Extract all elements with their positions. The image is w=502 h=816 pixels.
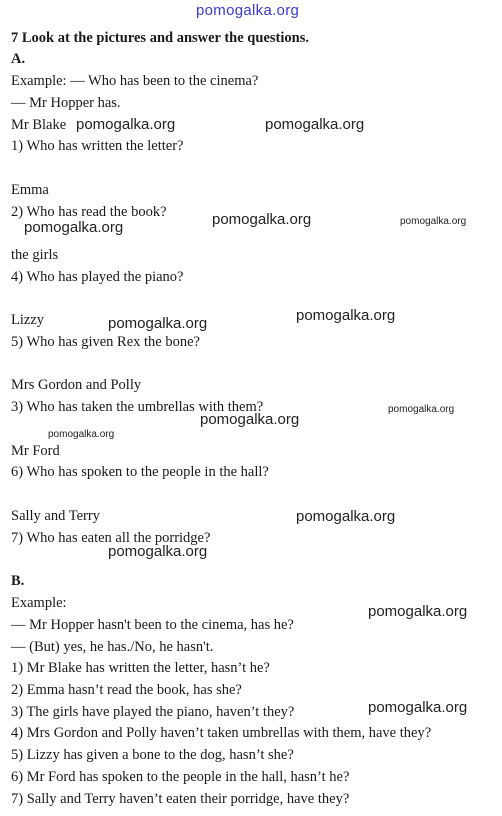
watermark: pomogalka.org: [200, 411, 300, 428]
item-question: 3) Who has taken the umbrellas with them?: [11, 399, 264, 415]
exercise-heading: 7 Look at the pictures and answer the questions.: [11, 30, 309, 46]
watermark: pomogalka.org: [368, 603, 468, 620]
answer-line: 2) Emma hasn’t read the book, has she?: [11, 682, 242, 698]
item-question: 5) Who has given Rex the bone?: [11, 334, 200, 350]
answer-line: 4) Mrs Gordon and Polly haven’t taken umbrellas with them, have they?: [11, 725, 432, 741]
watermark: pomogalka.org: [296, 508, 396, 525]
section-b-example-question: — Mr Hopper hasn't been to the cinema, has he?: [11, 617, 294, 633]
item-name: Mrs Gordon and Polly: [11, 377, 142, 393]
watermark: pomogalka.org: [108, 543, 208, 560]
item-question: 6) Who has spoken to the people in the hall?: [11, 464, 269, 480]
watermark: pomogalka.org: [368, 699, 468, 716]
answer-line: 3) The girls have played the piano, haven’t they?: [11, 704, 295, 720]
section-a-example-question: Example: — Who has been to the cinema?: [11, 73, 259, 89]
watermark: pomogalka.org: [296, 307, 396, 324]
answer-line: 7) Sally and Terry haven’t eaten their porridge, have they?: [11, 791, 350, 807]
watermark: pomogalka.org: [400, 216, 467, 227]
watermark-top: pomogalka.org: [196, 2, 300, 19]
watermark: pomogalka.org: [388, 404, 455, 415]
item-name: Mr Ford: [11, 443, 60, 459]
item-question: 1) Who has written the letter?: [11, 138, 184, 154]
answer-line: 1) Mr Blake has written the letter, hasn’t he?: [11, 660, 270, 676]
watermark: pomogalka.org: [24, 219, 124, 236]
item-question: 2) Who has read the book?: [11, 204, 167, 220]
answer-line: 5) Lizzy has given a bone to the dog, hasn’t she?: [11, 747, 294, 763]
item-name: Mr Blake: [11, 117, 67, 133]
watermark: pomogalka.org: [212, 211, 312, 228]
watermark: pomogalka.org: [108, 315, 208, 332]
item-question: 7) Who has eaten all the porridge?: [11, 530, 211, 546]
answer-line: 6) Mr Ford has spoken to the people in the hall, hasn’t he?: [11, 769, 350, 785]
watermark: pomogalka.org: [76, 116, 176, 133]
item-name: the girls: [11, 247, 59, 263]
section-b-example-label: Example:: [11, 595, 67, 611]
item-name: Lizzy: [11, 312, 45, 328]
section-b-label: B.: [11, 573, 25, 589]
section-a-label: A.: [11, 51, 26, 67]
watermark: pomogalka.org: [265, 116, 365, 133]
section-b-example-answer: — (But) yes, he has./No, he hasn't.: [11, 639, 214, 655]
watermark: pomogalka.org: [48, 429, 115, 440]
section-a-example-answer: — Mr Hopper has.: [11, 95, 121, 111]
item-question: 4) Who has played the piano?: [11, 269, 184, 285]
item-name: Sally and Terry: [11, 508, 100, 524]
item-name: Emma: [11, 182, 49, 198]
